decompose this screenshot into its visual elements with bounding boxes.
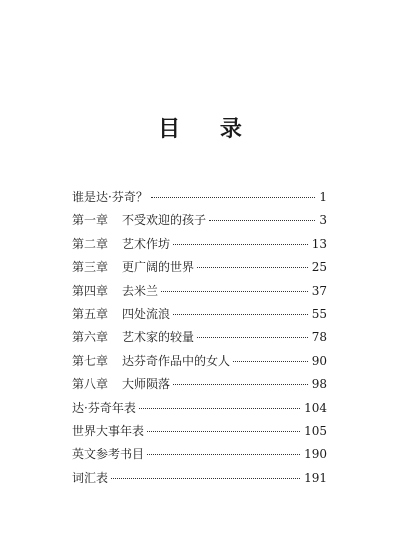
toc-entry-title: 不受欢迎的孩子 <box>122 213 207 228</box>
page-title: 目 录 <box>158 117 258 142</box>
dot-leader <box>173 384 308 385</box>
toc-entry-title: 艺术家的较量 <box>122 330 195 345</box>
toc-entry-title: 英文参考书目 <box>72 447 145 462</box>
toc-entry-glossary[interactable] <box>72 467 327 490</box>
toc-entry-chapter-number: 第二章 <box>72 236 109 251</box>
toc-entry-page: 13 <box>311 236 327 251</box>
toc-entry-title: 四处流浪 <box>122 306 171 321</box>
dot-leader <box>233 361 308 362</box>
dot-leader <box>197 337 308 338</box>
toc-entry-page: 90 <box>311 353 327 368</box>
toc-entry-title: 谁是达·芬奇？ <box>72 190 148 204</box>
dot-leader <box>161 291 308 292</box>
toc-entry-page: 190 <box>304 447 327 462</box>
toc-entry-title: 达芬奇作品中的女人 <box>122 353 231 368</box>
toc-entry-page: 25 <box>311 260 327 275</box>
toc-entry-bibliography[interactable] <box>72 443 327 466</box>
toc-entry-title: 达·芬奇年表 <box>72 400 136 415</box>
dot-leader <box>147 454 300 455</box>
toc-entry-chapter-number: 第一章 <box>72 213 109 228</box>
toc-entry-page: 1 <box>319 190 327 204</box>
dot-leader <box>209 220 315 221</box>
dot-leader <box>139 408 300 409</box>
toc-entry-chapter-6[interactable] <box>72 326 327 349</box>
toc-entry-page: 3 <box>319 213 327 228</box>
toc-entry-timeline[interactable] <box>72 397 327 420</box>
toc-entry-page: 78 <box>311 330 327 345</box>
toc-entry-world-events[interactable] <box>72 420 327 443</box>
toc-entry-intro[interactable] <box>72 186 327 209</box>
toc-entry-chapter-number: 第六章 <box>72 330 109 345</box>
toc-entry-chapter-number: 第五章 <box>72 306 109 321</box>
toc-entry-chapter-number: 第七章 <box>72 353 109 368</box>
toc-entry-chapter-5[interactable] <box>72 303 327 326</box>
toc-entry-page: 98 <box>311 377 327 392</box>
toc-entry-page: 105 <box>304 423 327 438</box>
toc-entry-chapter-number: 第八章 <box>72 377 109 392</box>
toc-entry-chapter-2[interactable] <box>72 233 327 256</box>
toc-entry-chapter-number: 第三章 <box>72 260 109 275</box>
toc-entry-chapter-4[interactable] <box>72 280 327 303</box>
dot-leader <box>147 431 300 432</box>
toc-entry-page: 55 <box>311 306 327 321</box>
dot-leader <box>151 197 316 198</box>
dot-leader <box>197 267 308 268</box>
toc-entry-title: 更广阔的世界 <box>122 260 195 275</box>
toc-entry-title: 去米兰 <box>122 283 159 298</box>
dot-leader <box>111 478 300 479</box>
table-of-contents <box>72 186 327 490</box>
toc-entry-chapter-1[interactable] <box>72 209 327 232</box>
toc-entry-title: 世界大事年表 <box>72 423 145 438</box>
toc-entry-page: 104 <box>304 400 327 415</box>
dot-leader <box>173 314 308 315</box>
toc-entry-page: 191 <box>304 470 327 485</box>
toc-entry-chapter-3[interactable] <box>72 256 327 279</box>
toc-entry-title: 词汇表 <box>72 470 109 485</box>
toc-entry-chapter-number: 第四章 <box>72 283 109 298</box>
toc-entry-page: 37 <box>311 283 327 298</box>
toc-entry-title: 艺术作坊 <box>122 236 171 251</box>
toc-entry-chapter-7[interactable] <box>72 350 327 373</box>
dot-leader <box>173 244 308 245</box>
toc-entry-title: 大师陨落 <box>122 377 171 392</box>
toc-entry-chapter-8[interactable] <box>72 373 327 396</box>
